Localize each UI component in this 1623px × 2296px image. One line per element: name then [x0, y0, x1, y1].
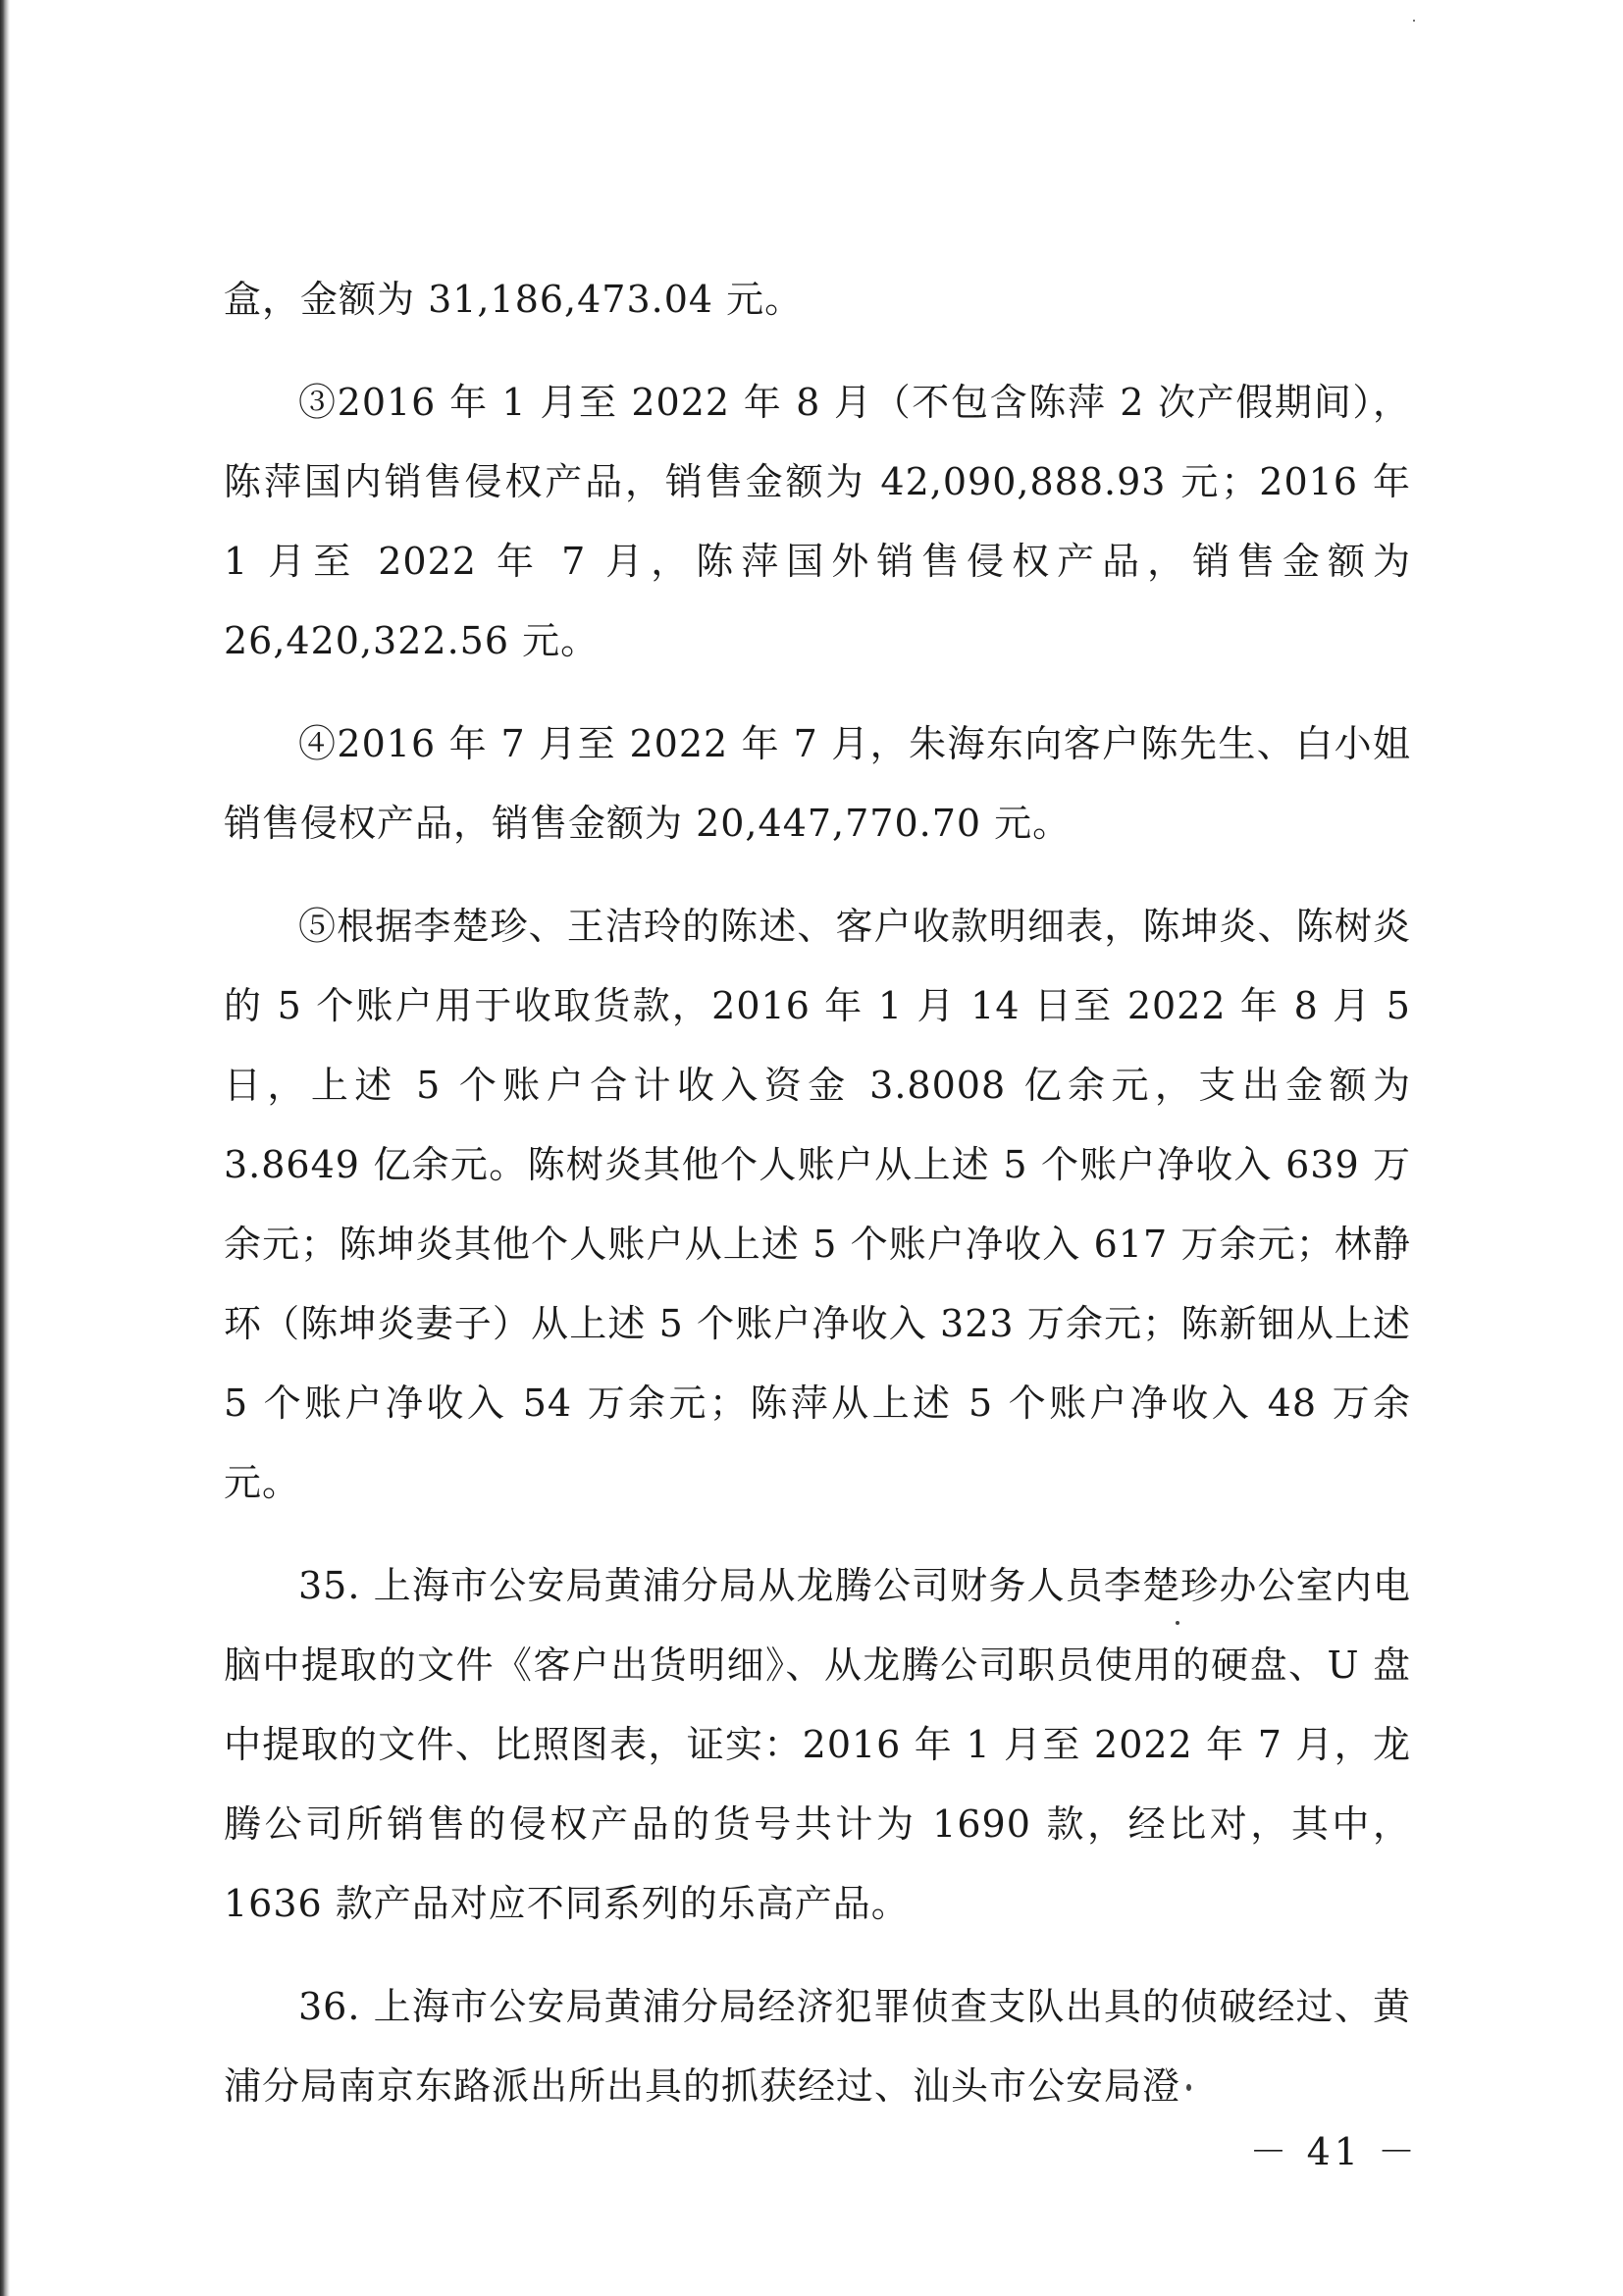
paragraph-evidence-36: 36. 上海市公安局黄浦分局经济犯罪侦查支队出具的侦破经过、黄浦分局南京东路派出所出具的抓获经过、汕头市公安局澄 — [224, 1985, 1411, 2108]
paragraph-item-3: ③2016 年 1 月至 2022 年 8 月（不包含陈萍 2 次产假期间），陈萍国内销售侵权产品，销售金额为 42,090,888.93 元；2016 年 1 月至 2022 年 7 月，陈萍国外销售侵权产品，销售金额为 26,420,322.56 元。 — [224, 381, 1411, 662]
paragraph-evidence-35: 35. 上海市公安局黄浦分局从龙腾公司财务人员李楚珍办公室内电脑中提取的文件《客户出货明细》、从龙腾公司职员使用的硬盘、U 盘中提取的文件、比照图表，证实：2016 年 1 月至 2022 年 7 月，龙腾公司所销售的侵权产品的货号共计为 1690 款，经比对，其中，1636 款产品对应不同系列的乐高产品。 — [224, 1564, 1411, 1925]
paragraph-continuation: 盒，金额为 31,186,473.04 元。 — [224, 278, 804, 321]
scan-edge-shadow — [0, 0, 10, 2296]
paragraph-item-5: ⑤根据李楚珍、王洁玲的陈述、客户收款明细表，陈坤炎、陈树炎的 5 个账户用于收取货款，2016 年 1 月 14 日至 2022 年 8 月 5 日，上述 5 个账户合计收入资金 3.8008 亿余元，支出金额为 3.8649 亿余元。陈树炎其他个人账户从上述 5 个账户净收入 639 万余元；陈坤炎其他个人账户从上述 5 个账户净收入 617 万余元；林静环（陈坤炎妻子）从上述 5 个账户净收入 323 万余元；陈新钿从上述 5 个账户净收入 54 万余元；陈萍从上述 5 个账户净收入 48 万余元。 — [224, 905, 1411, 1504]
document-body — [224, 260, 1411, 2150]
scan-speck — [1413, 20, 1415, 22]
paragraph-item-4: ④2016 年 7 月至 2022 年 7 月，朱海东向客户陈先生、白小姐销售侵权产品，销售金额为 20,447,770.70 元。 — [224, 722, 1411, 845]
page-number: － 41 － — [1249, 2130, 1419, 2173]
